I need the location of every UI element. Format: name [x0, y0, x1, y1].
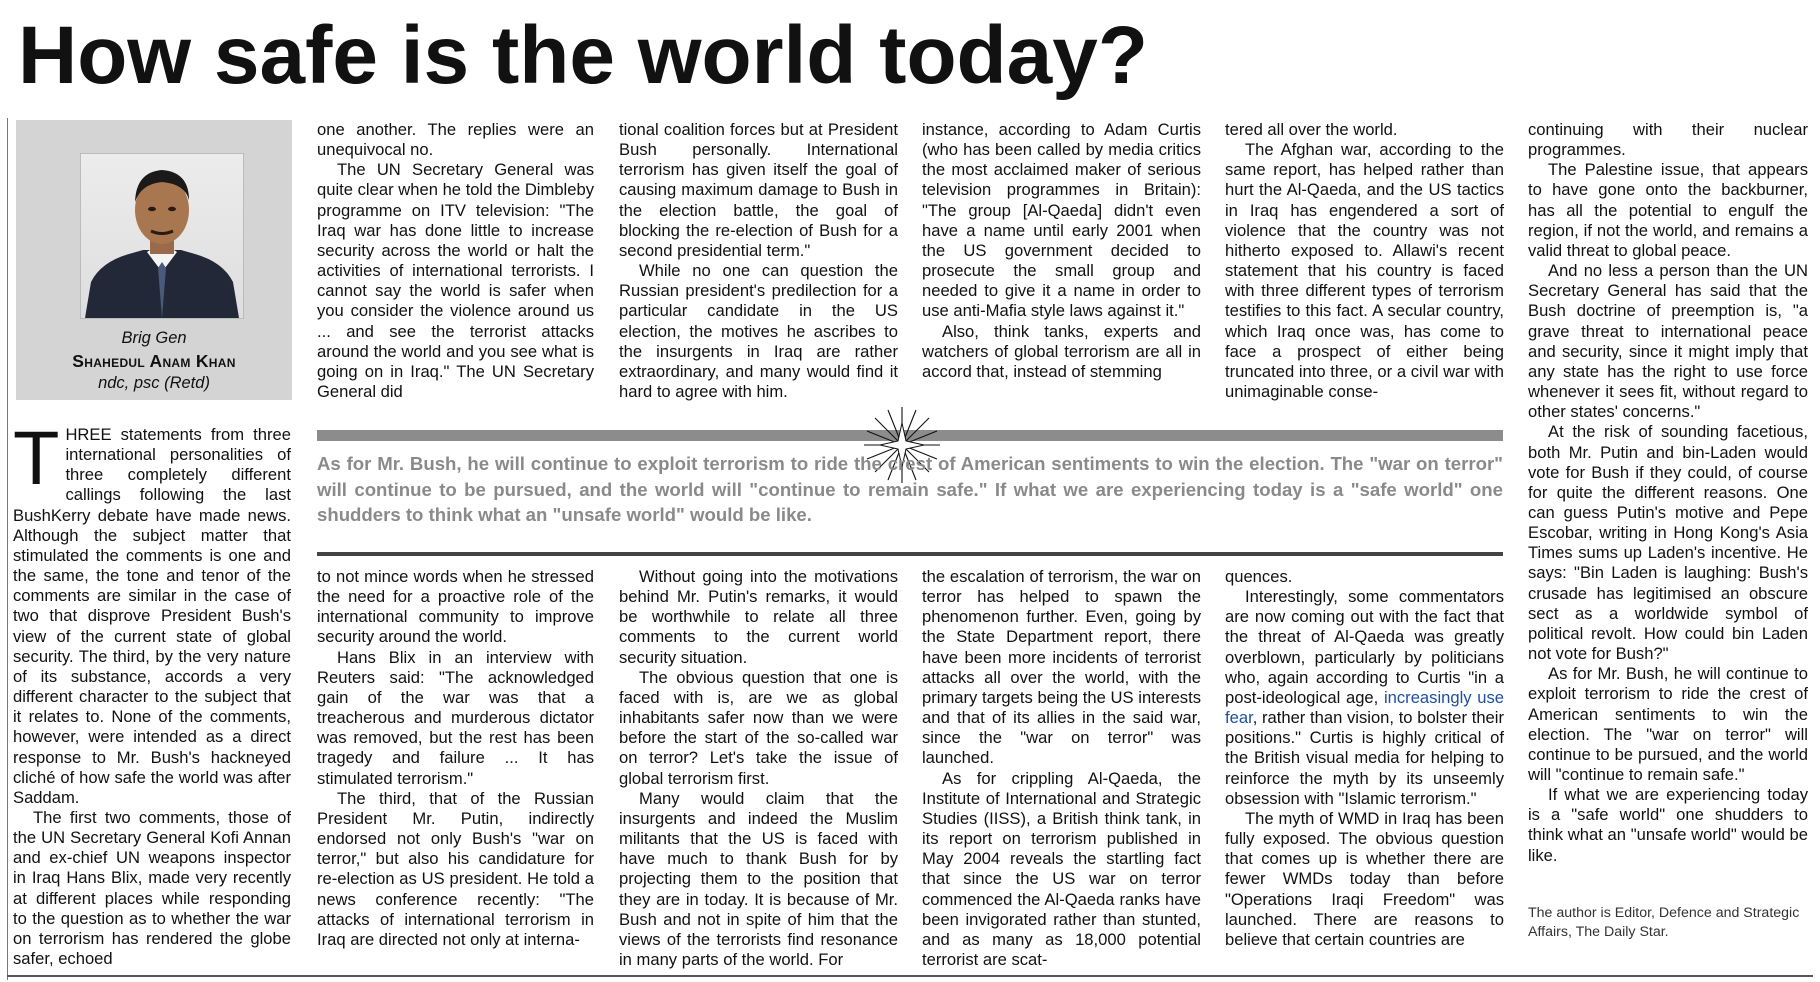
- author-portrait-icon: [81, 154, 243, 318]
- left-column-rule: [7, 118, 8, 980]
- pull-quote-bottom-bar: [317, 552, 1503, 556]
- paragraph: At the risk of sounding facetious, both Mr. Putin and bin-Laden would vote for Bush if they could, of course for quite the different reasons. One can guess Putin's motive and Pepe Escobar, writing in Hong Kong's Asia Times sums up Laden's incentive. He says: "Bin Laden is laughing: Bush's crusade has legitimised an obscure sect as a worldwide symbol of political revolt. How could bin Laden not vote for Bush?": [1528, 422, 1808, 664]
- drop-cap: T: [13, 425, 60, 501]
- paragraph: continuing with their nuclear programmes.: [1528, 120, 1808, 160]
- paragraph: Many would claim that the insurgents and indeed the Muslim militants that the US is faced with have much to thank Bush for by projecting them to the position that they are in today. It is because of Mr. Bush and not in spite of him that the views of the terrorists find resonance in many parts of the world. For: [619, 788, 898, 969]
- author-note: The author is Editor, Defence and Strategic Affairs, The Daily Star.: [1528, 905, 1800, 940]
- article-column-1: [13, 425, 291, 975]
- paragraph: the escalation of terrorism, the war on terror has helped to spawn the phenomenon further. Even, going by the State Department report, there have been more incidents of terrorist attacks all over the world, with the primary targets being the US interests and that of its allies in the said war, since the "war on terror" was launched.: [922, 567, 1201, 768]
- paragraph: The UN Secretary General was quite clear when he told the Dimbleby programme on ITV television: "The Iraq war has done little to increase security across the world or halt the activities of international terrorists. I cannot say the world is safer when you consider the violence around us ... and see the terrorist attacks around the world and you see what is going on in Iraq." The UN Secretary General did: [317, 160, 594, 402]
- paragraph: Without going into the motivations behind Mr. Putin's remarks, it would be worthwhile to relate all three comments to the current world security situation.: [619, 567, 898, 667]
- byline-author-title: ndc, psc (Retd): [98, 374, 210, 392]
- paragraph: [13, 425, 291, 808]
- paragraph: The Palestine issue, that appears to have gone onto the backburner, has all the potential to engulf the region, if not the world, and remains a valid threat to global peace.: [1528, 160, 1808, 260]
- paragraph: As for crippling Al-Qaeda, the Institute of International and Strategic Studies (IISS), a British think tank, in its report on terrorism published in May 2004 reveals the startling fact that since the US war on terror commenced the Al-Qaeda ranks have been invigorated rather than stunted, and as many as 18,000 potential terrorist are scat-: [922, 768, 1201, 969]
- paragraph: The obvious question that one is faced with is, are we as global inhabitants safer now than we were before the start of the so-called war on terror? Let's take the issue of global terrorism first.: [619, 667, 898, 788]
- byline-author-name: Shahedul Anam Khan: [72, 351, 236, 371]
- highlighted-phrase: increasingly use fear: [1225, 687, 1504, 728]
- headline: How safe is the world today?: [18, 10, 1148, 101]
- article-column-4-bottom: [922, 567, 1201, 975]
- paragraph-text: , rather than vision, to bolster their positions." Curtis is highly critical of the British visual media for helping to reinforce the myth by its unseemly obsession with "Islamic terrorism.": [1225, 708, 1504, 808]
- paragraph: And no less a person than the UN Secretary General has said that the Bush doctrine of preemption is, "a grave threat to international peace and security, since it might imply that any state has the right to use force whenever it sees fit, without regard to other states' concerns.": [1528, 261, 1808, 422]
- byline-rank: Brig Gen: [121, 329, 187, 347]
- paragraph: Also, think tanks, experts and watchers of global terrorism are all in accord that, instead of stemming: [922, 321, 1201, 381]
- paragraph: The third, that of the Russian President Mr. Putin, indirectly endorsed not only Bush's "war on terror," but also his candidature for re-election as US president. He told a news conference recently: "The attacks of international terrorism in Iraq are directed not only at interna-: [317, 788, 594, 949]
- article-column-5-bottom: [1225, 567, 1504, 975]
- paragraph: As for Mr. Bush, he will continue to exploit terrorism to ride the crest of American sentiments to win the election. The "war on terror" will continue to be pursued, and the world will "continue to remain safe.": [1528, 664, 1808, 784]
- author-photo: [80, 153, 244, 319]
- article-column-2-bottom: [317, 567, 594, 975]
- paragraph: one another. The replies were an unequivocal no.: [317, 120, 594, 160]
- pull-quote: As for Mr. Bush, he will continue to exploit terrorism to ride the crest of American sentiments to win the election. The "war on terror" will continue to be pursued, and the world will "continue to remain safe." If what we are experiencing today is a "safe world" one shudders to think what an "unsafe world" would be like.: [317, 453, 1503, 525]
- article-column-2-top: [317, 120, 594, 410]
- article-column-3-top: [619, 120, 898, 410]
- paragraph: While no one can question the Russian president's predilection for a particular candidate in the US election, the motives he ascribes to the insurgents in Iraq are rather extraordinary, and many would find it hard to agree with him.: [619, 261, 898, 402]
- article-column-6: [1528, 120, 1808, 880]
- paragraph: instance, according to Adam Curtis (who has been called by media critics the most acclaimed maker of serious television programmes in Britain): "The group [Al-Qaeda] didn't even have a name until early 2001 when the US government decided to prosecute the small group and needed to give it a name in order to use anti-Mafia style laws against it.": [922, 120, 1201, 321]
- paragraph: The myth of WMD in Iraq has been fully exposed. The obvious question that comes up is whether there are fewer WMDs today than before "Operations Iraqi Freedom" was launched. There are reasons to believe that certain countries are: [1225, 808, 1504, 949]
- paragraph: The Afghan war, according to the same report, has helped rather than hurt the Al-Qaeda, and the US tactics in Iraq has engendered a sort of violence that the country was not hitherto exposed to. Allawi's recent statement that his country is faced with three different types of terrorism testifies to this fact. A secular country, which Iraq once was, has come to face a prospect of either being truncated into three, or a civil war with unimaginable conse-: [1225, 140, 1504, 402]
- paragraph-text: Interestingly, some commentators are now coming out with the fact that the threat of Al-Qaeda was greatly overblown, particularly by politicians who, again according to Curtis "in a post-ideological age,: [1225, 587, 1504, 707]
- paragraph: Hans Blix in an interview with Reuters said: "The acknowledged gain of the war was that a treacherous and murderous dictator was removed, but the rest has been tragedy and failure ... It has stimulated terrorism.": [317, 647, 594, 788]
- paragraph: quences.: [1225, 567, 1293, 586]
- bottom-rule: [7, 975, 1813, 977]
- article-column-5-top: [1225, 120, 1504, 410]
- byline-box: [16, 120, 292, 400]
- article-column-4-top: [922, 120, 1201, 410]
- paragraph: If what we are experiencing today is a "safe world" one shudders to think what an "unsafe world" would be like.: [1528, 785, 1808, 865]
- paragraph: tional coalition forces but at President Bush personally. International terrorism has given itself the goal of causing maximum damage to Bush in the election battle, the goal of blocking the re-election of Bush for a second presidential term.": [619, 120, 898, 260]
- paragraph: to not mince words when he stressed the need for a proactive role of the international community to improve security around the world.: [317, 567, 594, 647]
- paragraph: [1225, 587, 1504, 809]
- paragraph-text: HREE statements from three international personalities of three completely different callings following the last BushKerry debate have made news. Although the subject matter that stimulated the comments is one and the same, the tone and tenor of the comments are similar in the case of two that disprove President Bush's view of the current state of global security. The third, by the very nature of its substance, accords a very different character to the subject that it relates to. None of the comments, however, were intended as a direct response to Mr. Bush's hackneyed cliché of how safe the world was after Saddam.: [13, 425, 291, 807]
- paragraph: tered all over the world.: [1225, 120, 1398, 139]
- article-column-3-bottom: [619, 567, 898, 975]
- paragraph: The first two comments, those of the UN Secretary General Kofi Annan and ex-chief UN weapons inspector in Iraq Hans Blix, made very recently at different places while responding to the question as to whether the war on terrorism has rendered the globe safer, echoed: [13, 807, 291, 969]
